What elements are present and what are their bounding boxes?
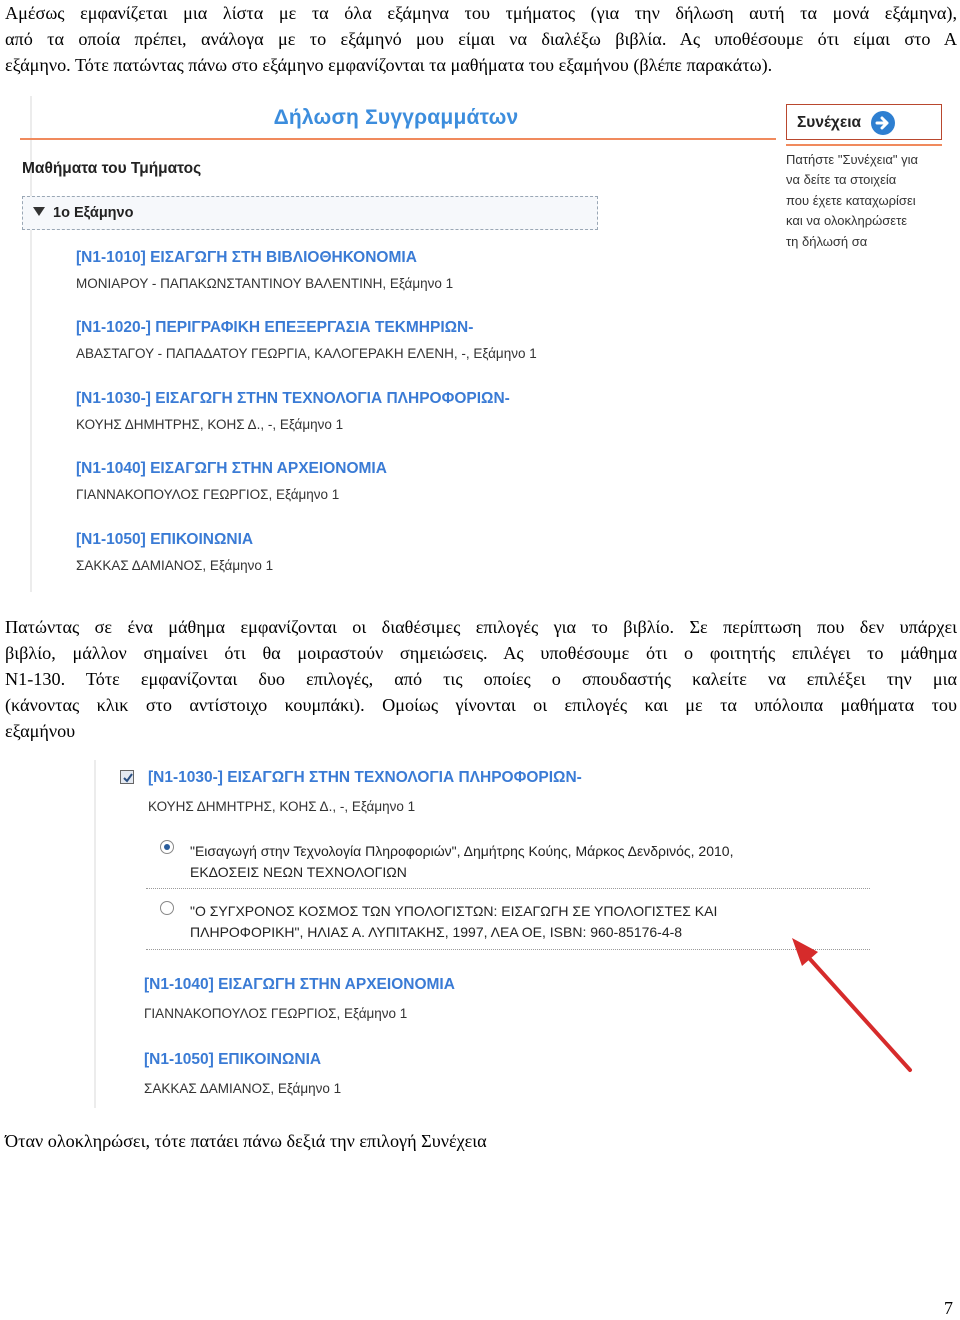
book-option-radio[interactable] [160, 840, 174, 854]
book-option-text [190, 901, 830, 943]
book-option-text [190, 841, 830, 883]
title-divider [20, 138, 776, 140]
course-instructors: ΜΟΝΙΑΡΟΥ - ΠΑΠΑΚΩΝΣΤΑΝΤΙΝΟΥ ΒΑΛΕΝΤΙΝΗ, Εξάμηνο 1 [76, 276, 454, 291]
course-link[interactable]: [N1-1040] ΕΙΣΑΓΩΓΗ ΣΤΗΝ ΑΡΧΕΙΟΝΟΜΙΑ [144, 976, 455, 993]
help-line: που έχετε καταχωρίσει [786, 192, 916, 208]
course-item[interactable] [76, 319, 537, 361]
course-instructors: ΣΑΚΚΑΣ ΔΑΜΙΑΝΟΣ, Εξάμηνο 1 [76, 558, 274, 573]
course-link[interactable]: [N1-1010] ΕΙΣΑΓΩΓΗ ΣΤΗ ΒΙΒΛΙΟΘΗΚΟΝΟΜΙΑ [76, 249, 417, 266]
page-title: Δήλωση Συγγραμμάτων [273, 106, 519, 129]
course-link[interactable]: [N1-1050] ΕΠΙΚΟΙΝΩΝΙΑ [144, 1051, 322, 1068]
course-instructors: ΣΑΚΚΑΣ ΔΑΜΙΑΝΟΣ, Εξάμηνο 1 [144, 1081, 342, 1096]
middle-line: βιβλίο, μάλλον σημαίνει ότι θα μοιραστούν σημειώσεις. Ας υποθέσουμε ότι ο φοιτητής επιλέγει το μάθημα [5, 643, 957, 663]
page-number: 7 [944, 1298, 953, 1318]
continue-button[interactable] [786, 104, 942, 140]
course-link[interactable]: [N1-1020-] ΠΕΡΙΓΡΑΦΙΚΗ ΕΠΕΞΕΡΓΑΣΙΑ ΤΕΚΜΗΡΙΩΝ- [76, 319, 474, 336]
course-instructors: ΓΙΑΝΝΑΚΟΠΟΥΛΟΣ ΓΕΩΡΓΙΟΣ, Εξάμηνο 1 [76, 487, 340, 502]
course-link[interactable]: [N1-1040] ΕΙΣΑΓΩΓΗ ΣΤΗΝ ΑΡΧΕΙΟΝΟΜΙΑ [76, 460, 387, 477]
course-instructors: ΚΟΥΗΣ ΔΗΜΗΤΡΗΣ, ΚΟΗΣ Δ., -, Εξάμηνο 1 [148, 799, 416, 814]
option-line: ΠΛΗΡΟΦΟΡΙΚΗ", ΗΛΙΑΣ Α. ΛΥΠΙΤΑΚΗΣ, 1997, ΛΕΑ ΟΕ, ISBN: 960-85176-4-8 [190, 924, 683, 940]
arrow-right-icon [871, 111, 895, 135]
course-link[interactable]: [N1-1030-] ΕΙΣΑΓΩΓΗ ΣΤΗΝ ΤΕΧΝΟΛΟΓΙΑ ΠΛΗΡΟΦΟΡΙΩΝ- [76, 390, 510, 407]
course-item[interactable] [76, 249, 453, 291]
course-item[interactable] [144, 1051, 341, 1096]
course-declaration-screenshot [16, 96, 946, 592]
course-item[interactable] [144, 976, 455, 1021]
middle-line: Πατώντας σε ένα μάθημα εμφανίζονται οι διαθέσιμες επιλογές για το βιβλίο. Σε περίπτωση που δεν υπάρχει [5, 617, 957, 637]
continue-label: Συνέχεια [797, 114, 862, 131]
book-options-screenshot [94, 760, 894, 1108]
book-option-radio[interactable] [160, 901, 174, 915]
option-line: "Ο ΣΥΓΧΡΟΝΟΣ ΚΟΣΜΟΣ ΤΩΝ ΥΠΟΛΟΓΙΣΤΩΝ: ΕΙΣΑΓΩΓΗ ΣΕ ΥΠΟΛΟΓΙΣΤΕΣ ΚΑΙ [190, 903, 718, 919]
term-label: 1ο Εξάμηνο [53, 205, 134, 221]
continue-divider [786, 144, 942, 146]
triangle-down-icon [33, 207, 45, 216]
red-arrow-icon [780, 930, 920, 1080]
option-line: "Εισαγωγή στην Τεχνολογία Πληροφοριών", Δημήτρης Κούης, Μάρκος Δενδρινός, 2010, [190, 843, 734, 859]
help-line: τη δήλωσή σα [786, 233, 868, 249]
section-heading: Μαθήματα του Τμήματος [22, 160, 202, 177]
help-line: να δείτε τα στοιχεία [786, 172, 897, 188]
middle-line: Ν1-130. Τότε εμφανίζονται δυο επιλογές, από τις οποίες ο σπουδαστής καλείτε να επιλέξει την μια [5, 669, 957, 689]
intro-paragraph [5, 0, 957, 78]
help-line: Πατήστε "Συνέχεια" για [786, 152, 919, 167]
course-instructors: ΚΟΥΗΣ ΔΗΜΗΤΡΗΣ, ΚΟΗΣ Δ., -, Εξάμηνο 1 [76, 417, 344, 432]
course-link[interactable]: [N1-1050] ΕΠΙΚΟΙΝΩΝΙΑ [76, 531, 254, 548]
course-instructors: ΓΙΑΝΝΑΚΟΠΟΥΛΟΣ ΓΕΩΡΓΙΟΣ, Εξάμηνο 1 [144, 1006, 408, 1021]
intro-line: εξάμηνο. Τότε πατώντας πάνω στο εξάμηνο εμφανίζονται τα μαθήματα του εξαμήνου (βλέπε παρακάτω). [5, 55, 773, 75]
option-divider [146, 888, 870, 889]
closing-line: Όταν ολοκληρώσει, τότε πατάει πάνω δεξιά την επιλογή Συνέχεια [5, 1131, 487, 1151]
option-divider [146, 949, 870, 950]
panel-left-border [94, 760, 96, 1108]
selected-course[interactable] [148, 769, 582, 814]
middle-line: (κάνοντας κλικ στο αντίστοιχο κουμπάκι). Ομοίως γίνονται οι επιλογές και με τα υπόλοιπα μαθήματα του [5, 695, 957, 715]
middle-paragraph [5, 614, 957, 744]
checkbox-checked[interactable] [120, 770, 134, 784]
continue-help-text [786, 150, 942, 252]
course-item[interactable] [76, 531, 273, 573]
course-item[interactable] [76, 460, 387, 502]
intro-line: Αμέσως εμφανίζεται μια λίστα με τα όλα εξάμηνα του τμήματος (για την δήλωση αυτή τα μονά εξάμηνα), [5, 3, 957, 23]
option-line: ΕΚΔΟΣΕΙΣ ΝΕΩΝ ΤΕΧΝΟΛΟΓΙΩΝ [190, 864, 407, 880]
closing-paragraph [5, 1128, 957, 1154]
middle-line: εξαμήνου [5, 721, 76, 741]
course-item[interactable] [76, 390, 510, 432]
help-line: και να ολοκληρώσετε [786, 213, 908, 229]
course-link[interactable]: [N1-1030-] ΕΙΣΑΓΩΓΗ ΣΤΗΝ ΤΕΧΝΟΛΟΓΙΑ ΠΛΗΡΟΦΟΡΙΩΝ- [148, 769, 582, 786]
continue-panel [786, 104, 942, 252]
intro-line: από τα οποία πρέπει, ανάλογα με το εξάμηνό μου είμαι να διαλέξω βιβλία. Ας υποθέσουμε ότι είμαι στο Α [5, 29, 957, 49]
term-toggle[interactable] [22, 196, 598, 230]
course-instructors: ΑΒΑΣΤΑΓΟΥ - ΠΑΠΑΔΑΤΟΥ ΓΕΩΡΓΙΑ, ΚΑΛΟΓΕΡΑΚΗ ΕΛΕΝΗ, -, Εξάμηνο 1 [76, 346, 537, 361]
